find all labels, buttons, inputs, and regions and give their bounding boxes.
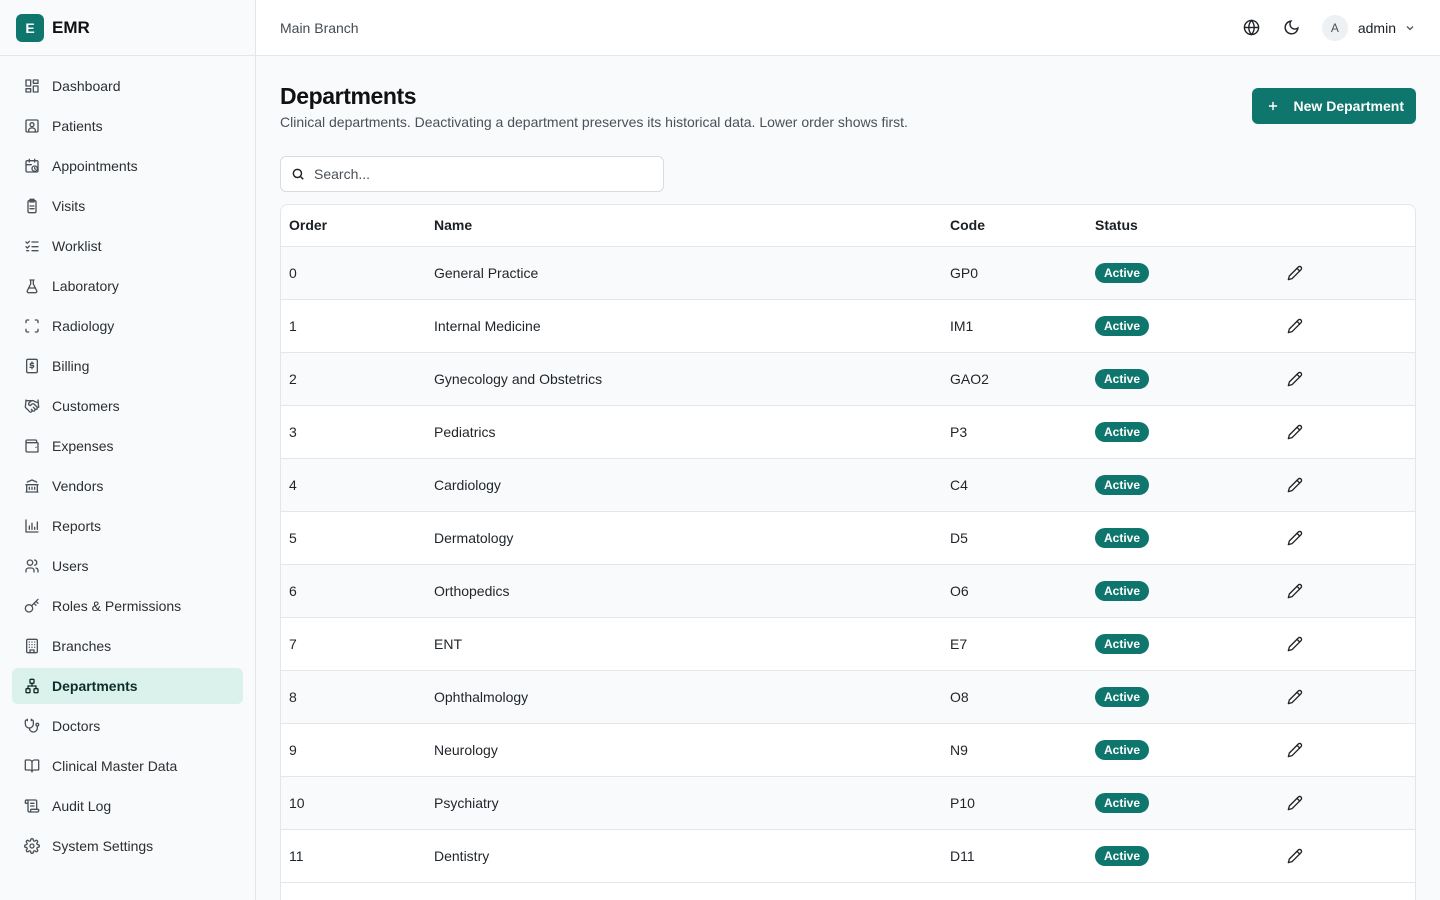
table-row[interactable] (281, 405, 1415, 458)
chevron-down-icon (1404, 22, 1416, 34)
sidebar-item-label: Users (52, 558, 89, 574)
pencil-icon[interactable] (1287, 848, 1303, 864)
sidebar-item-expenses[interactable] (12, 428, 243, 464)
sidebar-item-label: Billing (52, 358, 90, 374)
bank-icon (24, 478, 40, 494)
patient-icon (24, 118, 40, 134)
cell-order: 5 (281, 511, 426, 564)
cell-order: 11 (281, 829, 426, 882)
cell-actions (1277, 458, 1415, 511)
sidebar-item-doctors[interactable] (12, 708, 243, 744)
sidebar-item-label: Patients (52, 118, 103, 134)
cell-name: Dentistry (426, 829, 942, 882)
globe-icon[interactable] (1236, 12, 1268, 44)
sidebar-item-system-settings[interactable] (12, 828, 243, 864)
cell-status (1087, 723, 1277, 776)
cell-code: D11 (942, 829, 1087, 882)
sidebar-item-label: Reports (52, 518, 102, 534)
scan-icon (24, 318, 40, 334)
pencil-icon[interactable] (1287, 371, 1303, 387)
cell-order: 10 (281, 776, 426, 829)
bar-chart-icon (24, 518, 40, 534)
table-row[interactable] (281, 299, 1415, 352)
column-header-order[interactable]: Order (281, 205, 426, 246)
sidebar-item-clinical-master-data[interactable] (12, 748, 243, 784)
key-icon (24, 598, 40, 614)
sidebar-item-label: Clinical Master Data (52, 758, 178, 774)
sidebar-item-radiology[interactable] (12, 308, 243, 344)
cell-status (1087, 246, 1277, 299)
sidebar-item-roles-permissions[interactable] (12, 588, 243, 624)
new-department-button[interactable] (1252, 88, 1416, 124)
sidebar-item-branches[interactable] (12, 628, 243, 664)
sidebar-item-label: System Settings (52, 838, 154, 854)
cell-code: P3 (942, 405, 1087, 458)
departments-table (280, 204, 1416, 900)
pencil-icon[interactable] (1287, 795, 1303, 811)
cell-code: GP0 (942, 246, 1087, 299)
cell-status (1087, 776, 1277, 829)
brand-logo: E (16, 14, 44, 42)
column-header-code[interactable]: Code (942, 205, 1087, 246)
cell-actions (1277, 246, 1415, 299)
status-badge: Active (1095, 316, 1149, 336)
gear-icon (24, 838, 40, 854)
pencil-icon[interactable] (1287, 636, 1303, 652)
cell-order: 6 (281, 564, 426, 617)
table-row[interactable] (281, 670, 1415, 723)
clipboard-icon (24, 198, 40, 214)
status-badge: Active (1095, 369, 1149, 389)
cell-order: 0 (281, 246, 426, 299)
cell-order: 1 (281, 299, 426, 352)
cell-status (1087, 617, 1277, 670)
cell-code: C4 (942, 458, 1087, 511)
cell-name: Dermatology (426, 511, 942, 564)
new-department-label: New Department (1293, 98, 1404, 114)
cell-status (1087, 458, 1277, 511)
status-badge: Active (1095, 581, 1149, 601)
table-header-row (281, 205, 1415, 246)
status-badge: Active (1095, 634, 1149, 654)
cell-order: 4 (281, 458, 426, 511)
table-row[interactable] (281, 776, 1415, 829)
cell-code: E7 (942, 617, 1087, 670)
avatar: A (1322, 15, 1348, 41)
brand[interactable] (0, 0, 255, 56)
table-row[interactable] (281, 617, 1415, 670)
pencil-icon[interactable] (1287, 424, 1303, 440)
sidebar-item-customers[interactable] (12, 388, 243, 424)
dashboard-icon (24, 78, 40, 94)
sidebar-item-audit-log[interactable] (12, 788, 243, 824)
column-header-name[interactable]: Name (426, 205, 942, 246)
cell-order: 8 (281, 670, 426, 723)
cell-code: O6 (942, 564, 1087, 617)
table-row[interactable] (281, 246, 1415, 299)
sidebar-item-laboratory[interactable] (12, 268, 243, 304)
moon-icon[interactable] (1276, 12, 1308, 44)
sidebar-item-label: Expenses (52, 438, 114, 454)
flask-icon (24, 278, 40, 294)
pencil-icon[interactable] (1287, 742, 1303, 758)
table-row[interactable] (281, 829, 1415, 882)
calendar-icon (24, 158, 40, 174)
sidebar-item-label: Visits (52, 198, 86, 214)
sidebar-item-worklist[interactable] (12, 228, 243, 264)
cell-name: Cardiology (426, 458, 942, 511)
status-badge: Active (1095, 687, 1149, 707)
pencil-icon[interactable] (1287, 318, 1303, 334)
search-box[interactable] (280, 156, 664, 192)
sidebar-item-label: Departments (52, 678, 138, 694)
pencil-icon[interactable] (1287, 265, 1303, 281)
sidebar-item-visits[interactable] (12, 188, 243, 224)
table-row[interactable] (281, 723, 1415, 776)
plus-icon (1266, 99, 1280, 113)
cell-code: GAO2 (942, 352, 1087, 405)
cell-actions (1277, 564, 1415, 617)
status-badge: Active (1095, 475, 1149, 495)
cell-order: 7 (281, 617, 426, 670)
main-content (280, 56, 1416, 864)
cell-status (1087, 564, 1277, 617)
sidebar-item-vendors[interactable] (12, 468, 243, 504)
table-row[interactable] (281, 352, 1415, 405)
cell-actions (1277, 352, 1415, 405)
cell-actions (1277, 723, 1415, 776)
cell-name: Orthopedics (426, 564, 942, 617)
sidebar-item-dashboard[interactable] (12, 68, 243, 104)
table-row[interactable] (281, 458, 1415, 511)
cell-code: D5 (942, 511, 1087, 564)
cell-name: General Practice (426, 246, 942, 299)
wallet-icon (24, 438, 40, 454)
cell-code: IM1 (942, 299, 1087, 352)
status-badge: Active (1095, 846, 1149, 866)
brand-name: EMR (52, 17, 90, 37)
cell-status (1087, 405, 1277, 458)
cell-status (1087, 511, 1277, 564)
cell-name: ENT (426, 617, 942, 670)
cell-code: O8 (942, 670, 1087, 723)
cell-order: 9 (281, 723, 426, 776)
users-icon (24, 558, 40, 574)
cell-actions (1277, 405, 1415, 458)
building-icon (24, 638, 40, 654)
search-input[interactable] (314, 166, 654, 182)
table-row[interactable] (281, 564, 1415, 617)
cell-name: Internal Medicine (426, 299, 942, 352)
book-icon (24, 758, 40, 774)
cell-status (1087, 829, 1277, 882)
status-badge: Active (1095, 528, 1149, 548)
topbar (256, 0, 1440, 56)
pencil-icon[interactable] (1287, 689, 1303, 705)
cell-status (1087, 352, 1277, 405)
column-header-actions (1277, 205, 1415, 246)
status-badge: Active (1095, 422, 1149, 442)
username: admin (1357, 19, 1396, 36)
cell-name: Pediatrics (426, 405, 942, 458)
cell-actions (1277, 299, 1415, 352)
cell-actions (1277, 511, 1415, 564)
cell-actions (1277, 829, 1415, 882)
sidebar-item-users[interactable] (12, 548, 243, 584)
user-menu[interactable] (1322, 15, 1416, 41)
cell-actions (1277, 617, 1415, 670)
sidebar-item-label: Doctors (52, 718, 101, 734)
sidebar-item-label: Vendors (52, 478, 104, 494)
network-icon (24, 678, 40, 694)
sidebar-item-label: Customers (52, 398, 120, 414)
cell-name: Neurology (426, 723, 942, 776)
cell-actions (1277, 776, 1415, 829)
scroll-icon (24, 798, 40, 814)
stethoscope-icon (24, 718, 40, 734)
column-header-status[interactable]: Status (1087, 205, 1277, 246)
sidebar-item-billing[interactable] (12, 348, 243, 384)
handshake-icon (24, 398, 40, 414)
sidebar-item-appointments[interactable] (12, 148, 243, 184)
cell-name: Gynecology and Obstetrics (426, 352, 942, 405)
page-subtitle: Clinical departments. Deactivating a department preserves its historical data. Lower order shows first. (280, 114, 908, 130)
sidebar-item-label: Radiology (52, 318, 115, 334)
receipt-icon (24, 358, 40, 374)
cell-order: 2 (281, 352, 426, 405)
cell-code: N9 (942, 723, 1087, 776)
cell-status (1087, 670, 1277, 723)
cell-actions (1277, 670, 1415, 723)
branch-name: Main Branch (280, 19, 359, 36)
sidebar-item-label: Roles & Permissions (52, 598, 182, 614)
sidebar-nav (0, 56, 255, 880)
cell-code: P10 (942, 776, 1087, 829)
sidebar-item-patients[interactable] (12, 108, 243, 144)
search-icon (291, 167, 305, 181)
cell-name: Psychiatry (426, 776, 942, 829)
sidebar (0, 0, 256, 900)
list-check-icon (24, 238, 40, 254)
cell-order: 3 (281, 405, 426, 458)
sidebar-item-label: Audit Log (52, 798, 112, 814)
sidebar-item-departments[interactable] (12, 668, 243, 704)
page-title: Departments (280, 83, 417, 109)
sidebar-item-reports[interactable] (12, 508, 243, 544)
pencil-icon[interactable] (1287, 477, 1303, 493)
sidebar-item-label: Branches (52, 638, 112, 654)
sidebar-item-label: Laboratory (52, 278, 119, 294)
sidebar-item-label: Worklist (52, 238, 102, 254)
table-row[interactable] (281, 511, 1415, 564)
status-badge: Active (1095, 263, 1149, 283)
cell-status (1087, 299, 1277, 352)
sidebar-item-label: Dashboard (52, 78, 121, 94)
cell-name: Ophthalmology (426, 670, 942, 723)
sidebar-item-label: Appointments (52, 158, 138, 174)
pencil-icon[interactable] (1287, 583, 1303, 599)
status-badge: Active (1095, 793, 1149, 813)
pencil-icon[interactable] (1287, 530, 1303, 546)
status-badge: Active (1095, 740, 1149, 760)
